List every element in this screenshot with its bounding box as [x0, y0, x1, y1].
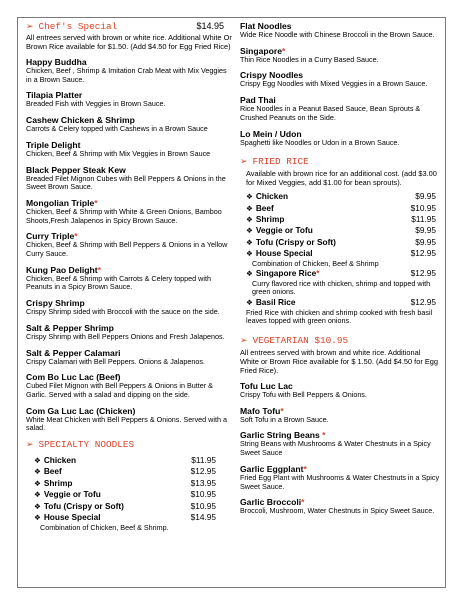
- item-name: Flat Noodles: [240, 21, 292, 31]
- arrow-icon: ➢: [240, 157, 248, 168]
- menu-item: [240, 46, 440, 65]
- option-price: $14.95: [190, 512, 216, 523]
- diamond-bullet-icon: ❖: [34, 501, 41, 511]
- option-price: $13.95: [190, 477, 216, 488]
- item-name: Cashew Chicken & Shrimp: [26, 115, 135, 126]
- menu-item: [26, 231, 234, 258]
- menu-item: [26, 198, 234, 225]
- option-row: [34, 455, 216, 466]
- spicy-mark: *: [316, 268, 320, 279]
- item-name: Garlic Eggplant: [240, 463, 304, 474]
- vegetarian-section: [240, 335, 440, 516]
- diamond-bullet-icon: ❖: [34, 456, 41, 466]
- item-name: Singapore: [240, 45, 283, 56]
- item-name: Tofu Luc Lac: [240, 380, 293, 391]
- spicy-mark: *: [322, 430, 326, 441]
- fried-rice-section: [240, 156, 440, 326]
- item-name: Triple Delight: [26, 139, 81, 150]
- menu-item: [26, 406, 234, 433]
- section-title: SPECIALTY NOODLES: [38, 439, 135, 451]
- diamond-bullet-icon: ❖: [246, 298, 253, 308]
- diamond-bullet-icon: ❖: [246, 249, 253, 259]
- item-desc: Thin Rice Noodles in a Curry Based Sauce.: [240, 54, 379, 64]
- item-name: Curry Triple: [26, 231, 75, 242]
- item-desc: Chicken, Beef & Shrimp with Carrots & Celery topped with Peanuts in a Spicy Brown Sauce.: [26, 273, 211, 292]
- item-desc: Carrots & Celery topped with Cashews in a Brown Sauce: [26, 124, 208, 134]
- option-label: House Special: [43, 512, 101, 523]
- option-desc: Combination of Chicken, Beef & Shrimp: [252, 258, 379, 268]
- section-note: All entrees served with brown or white rice. Additional White Or Brown Rice available for $1.50. (Add $4.50 for Egg Fried Rice): [26, 33, 232, 51]
- option-row: [246, 248, 436, 259]
- item-desc: Chicken, Beef & Shrimp with White & Green Onions, Bamboo Shoots,Fresh Jalapenos in Spicy Brown Sauce.: [26, 206, 222, 225]
- diamond-bullet-icon: ❖: [34, 478, 41, 488]
- section-title: FRIED RICE: [252, 156, 309, 168]
- menu-item: [240, 70, 440, 89]
- menu-item: [240, 430, 440, 457]
- option-row: [34, 512, 216, 523]
- option-row: [246, 237, 436, 248]
- option-label: Shrimp: [43, 477, 73, 488]
- option-price: $12.95: [190, 466, 216, 477]
- menu-item: [26, 57, 234, 84]
- menu-item: [26, 298, 234, 317]
- option-label: Basil Rice: [255, 297, 296, 308]
- arrow-icon: ➢: [26, 440, 34, 451]
- menu-item: [26, 165, 234, 192]
- item-desc: Chicken, Beef & Shrimp with Mix Veggies in Brown Sauce: [26, 148, 211, 158]
- item-desc: Breaded Fish with Veggies in Brown Sauce.: [26, 99, 166, 109]
- option-price: $9.95: [415, 236, 436, 247]
- option-price: $9.95: [415, 191, 436, 202]
- item-desc: Crispy Shrimp with Bell Peppers Onions and Fresh Jalapenos.: [26, 331, 225, 341]
- spicy-mark: *: [303, 463, 307, 474]
- option-price: $10.95: [190, 500, 216, 511]
- option-label: Beef: [43, 466, 62, 477]
- item-name: Garlic Broccoli: [240, 497, 302, 508]
- item-name: Pad Thai: [240, 95, 276, 106]
- diamond-bullet-icon: ❖: [246, 226, 253, 236]
- option-price: $9.95: [415, 225, 436, 236]
- option-label: Tofu (Crispy or Soft): [255, 236, 336, 247]
- spicy-mark: *: [301, 497, 305, 508]
- option-price: $10.95: [190, 489, 216, 500]
- option-row: [246, 203, 436, 214]
- option-price: $10.95: [410, 202, 436, 213]
- item-desc: Chicken, Beef , Shrimp & Imitation Crab Meat with Mix Veggies in a Brown Sauce.: [26, 66, 227, 84]
- specialty-noodles-header: [26, 439, 234, 451]
- menu-item: [240, 497, 440, 516]
- menu-item: [26, 323, 234, 342]
- specialty-noodles-options: [26, 455, 234, 532]
- menu-item: [240, 21, 440, 40]
- option-price: $11.95: [191, 455, 216, 466]
- option-row: [246, 225, 436, 236]
- diamond-bullet-icon: ❖: [246, 269, 253, 279]
- option-row: [246, 214, 436, 225]
- arrow-icon: ➢: [26, 22, 34, 32]
- spicy-mark: *: [74, 231, 78, 242]
- item-name: Garlic String Beans: [240, 430, 323, 441]
- item-desc: Chicken, Beef & Shrimp with Bell Peppers & Onions in a Yellow Curry Sauce.: [26, 240, 228, 259]
- option-desc: Combination of Chicken, Beef & Shrimp.: [40, 522, 169, 532]
- spicy-mark: *: [280, 405, 284, 416]
- item-name: Lo Mein / Udon: [240, 128, 302, 139]
- option-price: $12.95: [410, 268, 436, 279]
- option-price: $11.95: [411, 214, 436, 225]
- item-desc: Crispy Shrimp sided with Broccoli with the sauce on the side.: [26, 307, 220, 317]
- diamond-bullet-icon: ❖: [246, 215, 253, 225]
- item-name: Kung Pao Delight: [26, 264, 98, 275]
- option-row: [34, 489, 216, 500]
- option-row: [34, 478, 216, 489]
- item-name: Tilapia Platter: [26, 90, 83, 101]
- fried-rice-header: [240, 156, 440, 168]
- option-row: [34, 466, 216, 477]
- vegetarian-header: [240, 335, 440, 347]
- menu-item: [26, 115, 234, 134]
- diamond-bullet-icon: ❖: [246, 237, 253, 247]
- item-desc: Rice Noodles in a Peanut Based Sauce, Bean Sprouts & Crushed Peanuts on the Side.: [240, 104, 421, 122]
- menu-item: [26, 90, 234, 109]
- item-desc: Broccoli, Mushroom, Water Chestnuts in Spicy Sweet Sauce.: [240, 506, 435, 516]
- item-name: Salt & Pepper Shrimp: [26, 322, 114, 333]
- option-desc: Fried Rice with chicken and shrimp cooked with fresh basil leaves topped with green onions.: [246, 307, 433, 326]
- item-desc: White Meat Chicken with Bell Peppers & Onions. Served with a salad.: [26, 414, 227, 433]
- section-title: Chef's Special: [38, 21, 118, 32]
- item-name: Mongolian Triple: [26, 197, 95, 208]
- item-name: Crispy Noodles: [240, 70, 304, 81]
- item-desc: String Beans with Mushrooms & Water Chestnuts in a Spicy Sweet Sauce: [240, 439, 431, 458]
- menu-item: [26, 140, 234, 159]
- menu-item: [26, 348, 234, 367]
- diamond-bullet-icon: ❖: [34, 490, 41, 500]
- chefs-special-list: [26, 57, 234, 433]
- option-desc: Curry flavored rice with chicken, shrimp and topped with green onions.: [252, 278, 431, 297]
- menu-item: [240, 464, 440, 491]
- item-name: Mafo Tofu: [240, 405, 281, 416]
- option-label: Veggie or Tofu: [43, 489, 101, 500]
- item-desc: Spaghetti like Noodles or Udon in a Brown Sauce.: [240, 137, 400, 147]
- left-column: [26, 21, 234, 532]
- item-name: Com Bo Luc Lac (Beef): [26, 372, 121, 383]
- arrow-icon: ➢: [240, 335, 248, 346]
- item-name: Black Pepper Steak Kew: [26, 164, 126, 175]
- option-row: [246, 297, 436, 308]
- section-price: $14.95: [196, 21, 224, 31]
- option-label: Tofu (Crispy or Soft): [43, 500, 124, 511]
- noodle-styles-list: [240, 21, 440, 147]
- diamond-bullet-icon: ❖: [246, 203, 253, 213]
- spicy-mark: *: [97, 264, 101, 275]
- item-desc: Crispy Calamari with Bell Peppers. Onions & Jalapenos.: [26, 356, 205, 366]
- item-desc: Crispy Tofu with Bell Peppers & Onions.: [240, 389, 367, 399]
- menu-item: [240, 95, 440, 122]
- item-desc: Wide Rice Noodle with Chinese Broccoli in the Brown Sauce.: [240, 30, 435, 39]
- menu-item: [240, 381, 440, 400]
- option-row: [246, 191, 436, 202]
- option-row: [34, 501, 216, 512]
- diamond-bullet-icon: ❖: [34, 467, 41, 477]
- chefs-special-header: [26, 21, 234, 33]
- option-label: Chicken: [43, 455, 77, 466]
- section-note: Available with brown rice for an additional cost. (add $3.00 for Mixed Veggies, add $1.00 for bean sprouts).: [246, 169, 437, 188]
- item-desc: Crispy Egg Noodles with Mixed Veggies in a Brown Sauce.: [240, 79, 428, 89]
- right-column: [240, 21, 440, 516]
- section-title: VEGETARIAN $10.95: [252, 334, 349, 346]
- item-name: Com Ga Luc Lac (Chicken): [26, 405, 136, 416]
- specialty-noodles-section: [26, 439, 234, 532]
- item-desc: Cubed Filet Mignon with Bell Peppers & Onions in Butter & Garlic. Served with a salad and dipping on the side.: [26, 381, 213, 399]
- menu-item: [240, 129, 440, 148]
- menu-item: [26, 372, 234, 399]
- spicy-mark: *: [282, 45, 286, 56]
- option-label: House Special: [255, 248, 313, 259]
- section-note: All entrees served with brown and white rice. Additional White or Brown Rice available for $ 1.50. (Add $4.50 for Egg Fried Rice).: [240, 347, 439, 375]
- item-desc: Fried Egg Plant with Mushrooms & Water Chestnuts in a Spicy Sweet Sauce.: [240, 472, 440, 491]
- menu-item: [240, 406, 440, 425]
- option-label: Veggie or Tofu: [255, 225, 313, 236]
- option-price: $12.95: [410, 297, 436, 308]
- option-label: Shrimp: [255, 214, 285, 225]
- spicy-mark: *: [94, 197, 98, 208]
- diamond-bullet-icon: ❖: [34, 513, 41, 523]
- option-label: Beef: [255, 202, 274, 213]
- menu-item: [26, 265, 234, 292]
- option-price: $12.95: [410, 248, 436, 259]
- option-label: Singapore Rice: [255, 268, 317, 279]
- item-desc: Breaded Filet Mignon Cubes with Bell Peppers & Onions in the Sweet Brown Sauce.: [26, 173, 226, 192]
- option-label: Chicken: [255, 191, 289, 202]
- fried-rice-options: [240, 191, 440, 326]
- item-name: Salt & Pepper Calamari: [26, 347, 121, 358]
- item-name: Happy Buddha: [26, 57, 87, 67]
- item-name: Crispy Shrimp: [26, 298, 85, 309]
- diamond-bullet-icon: ❖: [246, 192, 253, 202]
- item-desc: Soft Tofu in a Brown Sauce.: [240, 414, 329, 424]
